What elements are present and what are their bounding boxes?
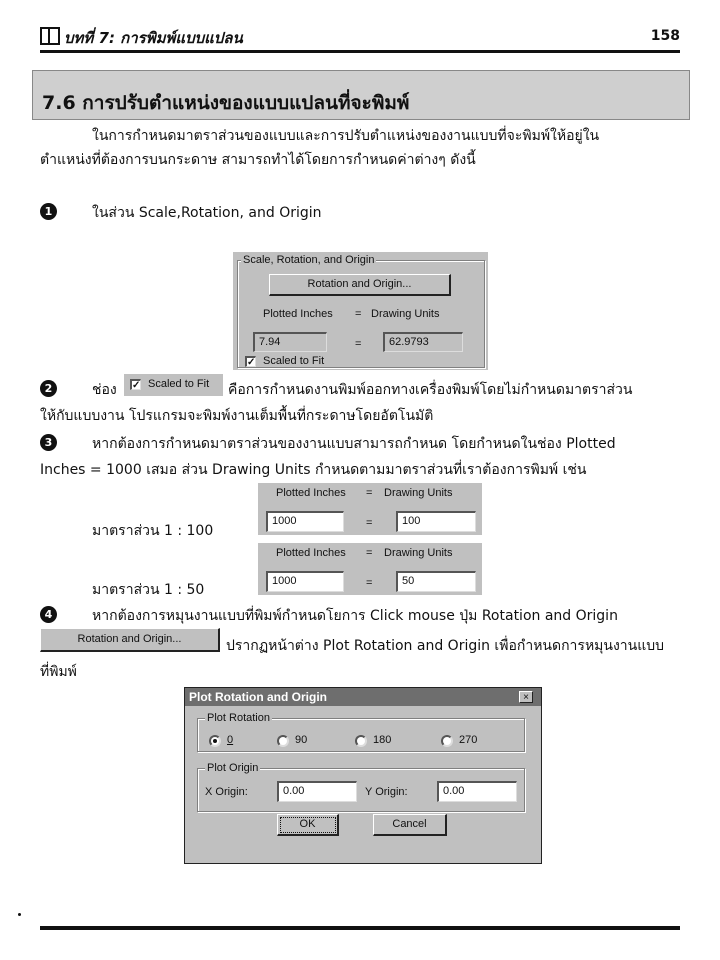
scaled-to-fit-inline-label: Scaled to Fit [148, 378, 210, 390]
bullet-3: 3 [40, 434, 57, 451]
close-icon[interactable]: × [519, 691, 533, 703]
item2-text: คือการกำหนดงานพิมพ์ออกทางเครื่องพิมพ์โดยไม่กำหนดมาตราส่วน [228, 382, 633, 398]
plotted-inches-label: Plotted Inches [276, 547, 346, 559]
scale-example-panel-2 [258, 543, 482, 595]
bullet-2: 2 [40, 380, 57, 397]
chapter-header [40, 26, 243, 50]
item4-line-1: หากต้องการหมุนงานแบบที่พิมพ์กำหนดโยการ Click mouse ปุ่ม Rotation and Origin [92, 608, 618, 624]
cancel-button[interactable]: Cancel [373, 814, 447, 836]
plot-rotation-dialog [184, 687, 542, 864]
origin-group-label: Plot Origin [207, 762, 259, 774]
item2-pre: ช่อง [92, 382, 117, 398]
section-title: 7.6 การปรับตำแหน่งของแบบแปลนที่จะพิมพ์ [42, 92, 410, 114]
rotation-270-label: 270 [459, 734, 478, 746]
drawing-units-label: Drawing Units [384, 547, 453, 559]
drawing-units-field[interactable]: 62.9793 [383, 332, 463, 352]
margin-dot [18, 913, 21, 916]
intro-line-1: ในการกำหนดมาตราส่วนของแบบและการปรับตำแหน่งของงานแบบที่จะพิมพ์ให้อยู่ใน [92, 128, 600, 144]
equals-sign: = [366, 487, 373, 499]
rotation-90-label: 90 [295, 734, 308, 746]
scaled-to-fit-label: Scaled to Fit [263, 355, 325, 367]
drawing-units-label: Drawing Units [384, 487, 453, 499]
plotted-inches-field[interactable]: 1000 [266, 511, 344, 532]
drawing-units-label: Drawing Units [371, 308, 440, 320]
equals-sign-2: = [366, 517, 373, 529]
book-icon [40, 27, 60, 45]
equals-sign-2: = [355, 338, 362, 350]
dialog-title-bar [185, 688, 541, 706]
item2-line-2: ให้กับแบบงาน โปรแกรมจะพิมพ์งานเต็มพื้นที่กระดาษโดยอัตโนมัติ [40, 408, 434, 424]
rotation-0-label: 0 [227, 734, 234, 746]
header-rule [40, 50, 680, 53]
equals-sign-2: = [366, 577, 373, 589]
bullet-4: 4 [40, 606, 57, 623]
x-origin-field[interactable]: 0.00 [277, 781, 357, 802]
equals-sign: = [355, 308, 362, 320]
plotted-inches-field[interactable]: 7.94 [253, 332, 327, 352]
y-origin-field[interactable]: 0.00 [437, 781, 517, 802]
plotted-inches-label: Plotted Inches [263, 308, 333, 320]
rotation-90-radio[interactable] [277, 735, 289, 747]
chapter-title: บทที่ 7: การพิมพ์แบบแปลน [64, 29, 243, 47]
drawing-units-field[interactable]: 50 [396, 571, 476, 592]
item4-line-3: ที่พิมพ์ [40, 664, 77, 680]
rotation-origin-button-inline[interactable]: Rotation and Origin... [40, 628, 220, 652]
equals-sign: = [366, 547, 373, 559]
ok-button[interactable]: OK [277, 814, 339, 836]
footer-rule [40, 926, 680, 930]
rotation-0-radio[interactable] [209, 735, 221, 747]
rotation-270-radio[interactable] [441, 735, 453, 747]
item3-line-1: หากต้องการกำหนดมาตราส่วนของงานแบบสามารถกำหนด โดยกำหนดในช่อง Plotted [92, 436, 616, 452]
item1-text: ในส่วน Scale,Rotation, and Origin [92, 205, 322, 221]
scale-caption-1-50: มาตราส่วน 1 : 50 [92, 582, 205, 598]
dialog-title: Plot Rotation and Origin [189, 690, 327, 704]
scale-group-label: Scale, Rotation, and Origin [243, 254, 375, 266]
scale-caption-1-100: มาตราส่วน 1 : 100 [92, 523, 214, 539]
y-origin-label: Y Origin: [365, 786, 408, 798]
item3-line-2: Inches = 1000 เสมอ ส่วน Drawing Units กำหนดตามมาตราส่วนที่เราต้องการพิมพ์ เช่น [40, 462, 587, 478]
scaled-to-fit-widget [124, 374, 223, 396]
scale-rotation-panel [233, 252, 488, 370]
page-number: 158 [650, 28, 680, 44]
rotation-180-radio[interactable] [355, 735, 367, 747]
item4-line-2: ปรากฏหน้าต่าง Plot Rotation and Origin เพื่อกำหนดการหมุนงานแบบ [226, 638, 665, 654]
scale-example-panel-1 [258, 483, 482, 535]
rotation-group-label: Plot Rotation [207, 712, 270, 724]
rotation-180-label: 180 [373, 734, 392, 746]
drawing-units-field[interactable]: 100 [396, 511, 476, 532]
plotted-inches-field[interactable]: 1000 [266, 571, 344, 592]
scaled-to-fit-checkbox-inline[interactable]: ✓ [132, 380, 141, 391]
x-origin-label: X Origin: [205, 786, 248, 798]
intro-line-2: ตำแหน่งที่ต้องการบนกระดาษ สามารถทำได้โดยการกำหนดค่าต่างๆ ดังนี้ [40, 152, 476, 168]
scaled-to-fit-checkbox[interactable]: ✓ [247, 357, 256, 368]
rotation-origin-button[interactable]: Rotation and Origin... [269, 274, 451, 296]
plotted-inches-label: Plotted Inches [276, 487, 346, 499]
bullet-1: 1 [40, 203, 57, 220]
